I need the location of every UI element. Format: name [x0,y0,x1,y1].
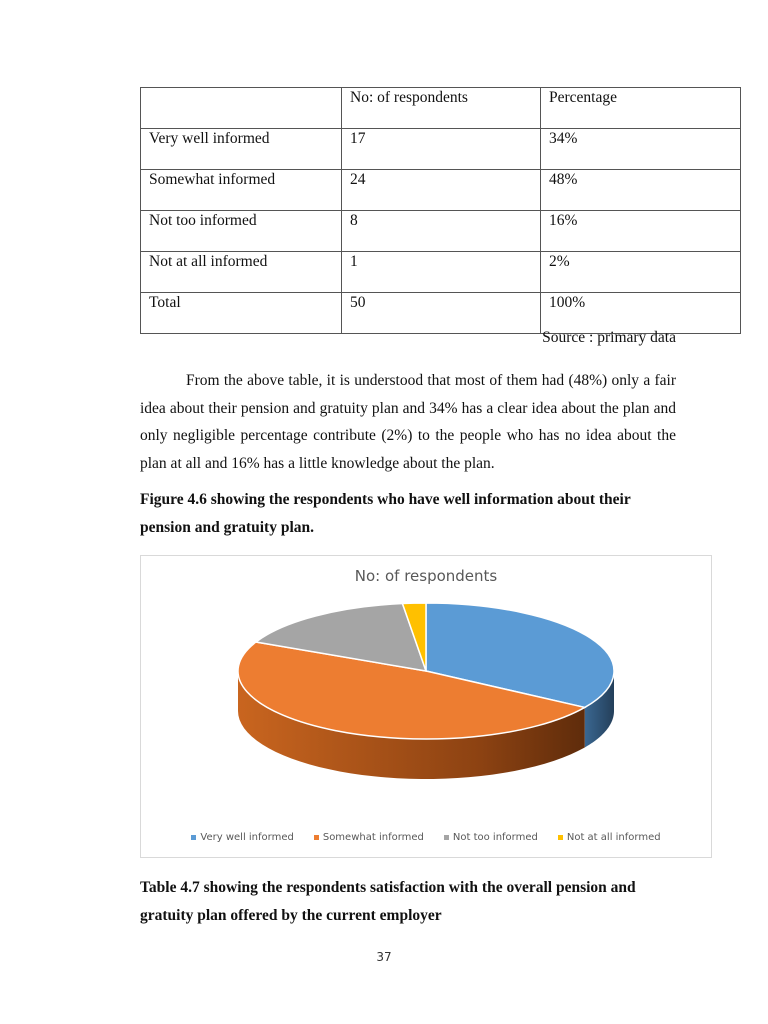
next-table-caption: Table 4.7 showing the respondents satisfaction with the overall pension and gratuity plan offered by the current employer [140,879,636,924]
chart-legend [141,832,711,843]
table-row [141,170,741,211]
table-row [141,129,741,170]
table-source-note: Source : primary data [542,329,676,346]
table-cell: 16% [541,211,741,252]
table-row [141,252,741,293]
table-cell: 1 [342,252,541,293]
pie-slices [238,603,614,739]
legend-item [314,832,424,843]
table-row [141,293,741,334]
table-cell: Somewhat informed [141,170,342,211]
legend-label: Not at all informed [566,832,661,843]
legend-label: Very well informed [200,832,294,843]
table-header-row [141,88,741,129]
table-cell: Not too informed [141,211,342,252]
table-header-cell: Percentage [541,88,741,129]
table-cell: 2% [541,252,741,293]
analysis-paragraph-text: From the above table, it is understood that most of them had (48%) only a fair idea about their pension and gratuity plan and 34% has a clear idea about the plan and only negligible percentage contribute (2%) to the people who has no idea about the plan at all and 16% has a little knowledge about the plan. [140,372,676,472]
chart-title: No: of respondents [354,567,498,585]
table-cell: 34% [541,129,741,170]
legend-swatch-orange [314,835,319,840]
pie-chart-svg [141,556,711,857]
page-number: 37 [376,950,392,964]
figure-caption: Figure 4.6 showing the respondents who have well information about their pension and gratuity plan. [140,491,631,536]
respondents-table [140,87,741,334]
legend-swatch-gray [444,835,449,840]
table-cell: 17 [342,129,541,170]
table-header-cell [141,88,342,129]
legend-label: Not too informed [452,832,538,843]
legend-item [444,832,538,843]
pie-chart [140,555,712,858]
table-row [141,211,741,252]
legend-item [191,832,293,843]
legend-label: Somewhat informed [322,832,424,843]
table-cell: 50 [342,293,541,334]
table-cell: Not at all informed [141,252,342,293]
table-cell: Very well informed [141,129,342,170]
legend-swatch-blue [191,835,196,840]
legend-swatch-yellow [558,835,563,840]
analysis-paragraph [140,367,676,477]
table-cell: 100% [541,293,741,334]
table-cell: Total [141,293,342,334]
table-cell: 8 [342,211,541,252]
table-cell: 48% [541,170,741,211]
table-header-cell: No: of respondents [342,88,541,129]
legend-item [558,832,661,843]
table-cell: 24 [342,170,541,211]
